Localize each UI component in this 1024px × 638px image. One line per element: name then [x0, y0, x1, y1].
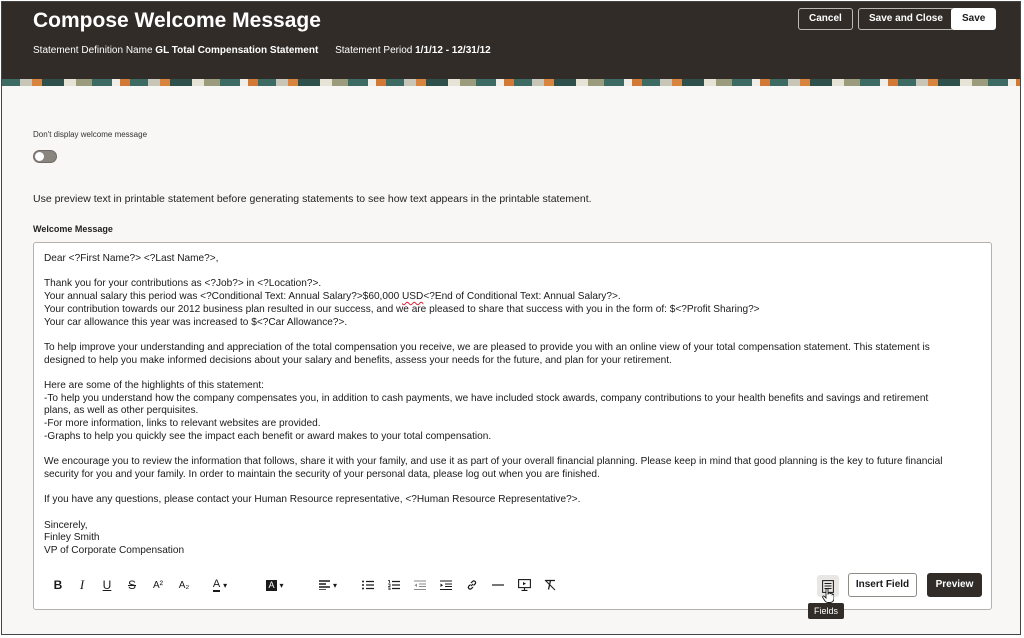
editor-line: -To help you understand how the company compensates you, in addition to cash payments, we have included stock awards, company contributions to your health benefits and savings and retirement — [44, 392, 929, 404]
align-dropdown[interactable] — [312, 575, 344, 595]
welcome-message-editor[interactable] — [33, 242, 992, 610]
editor-line: Your car allowance this year was increased to $<?Car Allowance?>. — [44, 316, 348, 328]
monitor-icon — [518, 579, 531, 591]
bullet-list-icon — [362, 580, 374, 590]
editor-line: Dear <?First Name?> <?Last Name?>, — [44, 253, 219, 264]
preview-button[interactable]: Preview — [927, 573, 982, 597]
numbered-list-icon — [388, 580, 400, 590]
save-and-close-button[interactable]: Save and Close — [858, 8, 954, 30]
chevron-down-icon: ▾ — [332, 580, 337, 590]
editor-line: If you have any questions, please contact your Human Resource representative, <?Human Resource Representative?>. — [44, 494, 581, 506]
indent-button[interactable] — [436, 575, 456, 595]
insert-field-button[interactable]: Insert Field — [848, 573, 917, 597]
horizontal-rule-icon — [492, 583, 504, 587]
font-color-dropdown[interactable] — [204, 575, 236, 595]
save-button[interactable]: Save — [951, 8, 996, 30]
page-header — [2, 2, 1020, 86]
numbered-list-button[interactable] — [384, 575, 404, 595]
highlight-color-icon: A — [268, 579, 275, 590]
subscript-button[interactable]: A₂ — [178, 579, 190, 591]
editor-line: VP of Corporate Compensation — [44, 545, 185, 557]
editor-line: To help improve your understanding and appreciation of the total compensation you receive, we are pleased to provide you with an online view of your total compensation statement. This statement is — [44, 341, 930, 353]
clear-formatting-button[interactable] — [540, 575, 560, 595]
editor-line: We encourage you to review the information that follows, share it with your family, and use it as part of your overall financial planning. Please keep in mind that good planning is the key to future financial — [44, 456, 943, 468]
link-icon — [466, 579, 478, 591]
bullet-list-button[interactable] — [358, 575, 378, 595]
compose-page — [1, 1, 1021, 635]
editor-line: Your contribution towards our 2012 business plan resulted in our success, and we are pleased to share that success with you in the form of: $<?Profit Sharing?> — [44, 303, 760, 315]
underline-button[interactable]: U — [102, 578, 112, 592]
editor-line: plans, as well as other perquisites. — [44, 405, 199, 417]
editor-line: Sincerely, — [44, 519, 88, 531]
link-button[interactable] — [462, 575, 482, 595]
editor-line: Your annual salary this period was <?Conditional Text: Annual Salary?>$60,000 USD<?End of Conditional Text: Annual Salary?>. — [44, 291, 621, 303]
editor-line: security for you and your family. In order to maintain the security of your personal data, please log out when you are finished. — [44, 468, 600, 480]
italic-button[interactable]: I — [79, 577, 85, 592]
strikethrough-button[interactable]: S — [127, 578, 136, 592]
cancel-button[interactable]: Cancel — [798, 8, 853, 30]
preview-info-text: Use preview text in printable statement before generating statements to see how text appears in the printable statement. — [33, 193, 592, 205]
statement-meta — [33, 45, 505, 56]
highlight-color-dropdown[interactable] — [258, 575, 292, 595]
indent-icon — [440, 580, 452, 590]
editor-line: Thank you for your contributions as <?Job?> in <?Location?>. — [44, 278, 322, 290]
outdent-icon — [414, 580, 426, 590]
header-decorative-banner — [2, 79, 1020, 86]
statement-definition-value: GL Total Compensation Statement — [155, 45, 319, 56]
outdent-button[interactable] — [410, 575, 430, 595]
font-color-icon: A — [212, 578, 221, 590]
statement-period-value: 1/1/12 - 12/31/12 — [415, 45, 491, 56]
editor-line: designed to help you make informed decisions about your salary and benefits, assess your needs for the future, and plan for your retirement. — [44, 354, 672, 366]
spellcheck-word: USD — [402, 291, 424, 303]
insert-media-button[interactable] — [514, 575, 534, 595]
editor-line: Finley Smith — [44, 532, 100, 544]
fields-tooltip: Fields — [808, 603, 844, 619]
clear-formatting-icon — [544, 579, 556, 591]
editor-line: -Graphs to help you quickly see the impact each benefit or award makes to your total compensation. — [44, 430, 492, 442]
superscript-button[interactable]: A² — [153, 579, 163, 591]
toggle-label: Don't display welcome message — [33, 130, 148, 139]
welcome-message-label: Welcome Message — [33, 224, 113, 234]
chevron-down-icon: ▾ — [223, 580, 228, 590]
bold-button[interactable]: B — [53, 578, 63, 592]
dont-display-welcome-toggle[interactable] — [33, 150, 57, 163]
toggle-knob — [35, 152, 44, 161]
formatting-toolbar — [44, 575, 981, 597]
statement-period-label: Statement Period — [335, 45, 413, 56]
editor-line: -For more information, links to relevant websites are provided. — [44, 418, 321, 430]
chevron-down-icon: ▾ — [279, 580, 284, 590]
editor-line: Here are some of the highlights of this statement: — [44, 379, 264, 391]
page-title: Compose Welcome Message — [33, 9, 321, 32]
statement-definition-label: Statement Definition Name — [33, 45, 153, 56]
horizontal-rule-button[interactable] — [488, 575, 508, 595]
align-left-icon — [319, 580, 330, 590]
editor-content[interactable] — [44, 253, 981, 558]
